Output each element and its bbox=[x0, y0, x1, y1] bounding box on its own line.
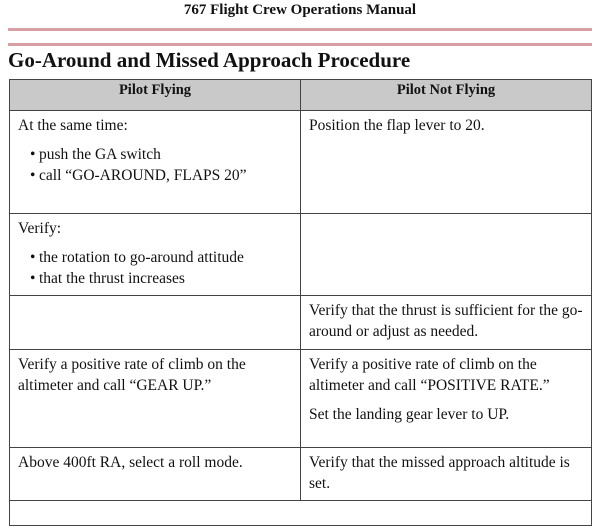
manual-header: 767 Flight Crew Operations Manual bbox=[183, 2, 417, 18]
pf-cell bbox=[10, 214, 301, 296]
table-row bbox=[10, 214, 592, 296]
pnf-step-text: Verify a positive rate of climb on the altimeter and call “POSITIVE RATE.” bbox=[309, 356, 550, 394]
header-rule-bottom bbox=[8, 43, 592, 46]
list-item: • the rotation to go-around attitude bbox=[30, 247, 292, 268]
pf-cell bbox=[10, 111, 301, 214]
pf-step-text: Verify a positive rate of climb on the altimeter and call “GEAR UP.” bbox=[18, 356, 246, 394]
column-header-pilot-flying: Pilot Flying bbox=[10, 80, 301, 111]
header-rule-top bbox=[8, 28, 592, 31]
pf-cell bbox=[10, 350, 301, 448]
pf-step-text: Verify: bbox=[18, 220, 62, 237]
table-row-cut-off bbox=[10, 501, 592, 526]
pnf-cell bbox=[301, 350, 592, 448]
pnf-step-text: Verify that the thrust is sufficient for the go-around or adjust as needed. bbox=[309, 302, 583, 340]
pf-cell bbox=[10, 296, 301, 350]
column-header-pilot-not-flying: Pilot Not Flying bbox=[301, 80, 592, 111]
pnf-step-text: Position the flap lever to 20. bbox=[309, 117, 485, 134]
table-row bbox=[10, 350, 592, 448]
pnf-step-text: Verify that the missed approach altitude is set. bbox=[309, 454, 570, 492]
pnf-cell bbox=[301, 214, 592, 296]
cut-off-cell bbox=[10, 501, 592, 526]
procedure-title: Go-Around and Missed Approach Procedure bbox=[8, 48, 411, 72]
table-row bbox=[10, 296, 592, 350]
pf-step-text: Above 400ft RA, select a roll mode. bbox=[18, 454, 243, 471]
list-item: • push the GA switch bbox=[30, 144, 292, 165]
table-header-row bbox=[10, 80, 592, 111]
pnf-cell bbox=[301, 296, 592, 350]
table-row bbox=[10, 111, 592, 214]
pnf-cell bbox=[301, 111, 592, 214]
pnf-step-extra-text: Set the landing gear lever to UP. bbox=[309, 406, 510, 423]
pf-cell bbox=[10, 448, 301, 501]
pf-step-text: At the same time: bbox=[18, 117, 128, 134]
pf-bullet-list bbox=[18, 247, 292, 289]
list-item: • that the thrust increases bbox=[30, 268, 292, 289]
pf-bullet-list bbox=[18, 144, 292, 186]
procedure-table bbox=[9, 79, 592, 526]
table-row bbox=[10, 448, 592, 501]
pnf-cell bbox=[301, 448, 592, 501]
list-item: • call “GO-AROUND, FLAPS 20” bbox=[30, 165, 292, 186]
